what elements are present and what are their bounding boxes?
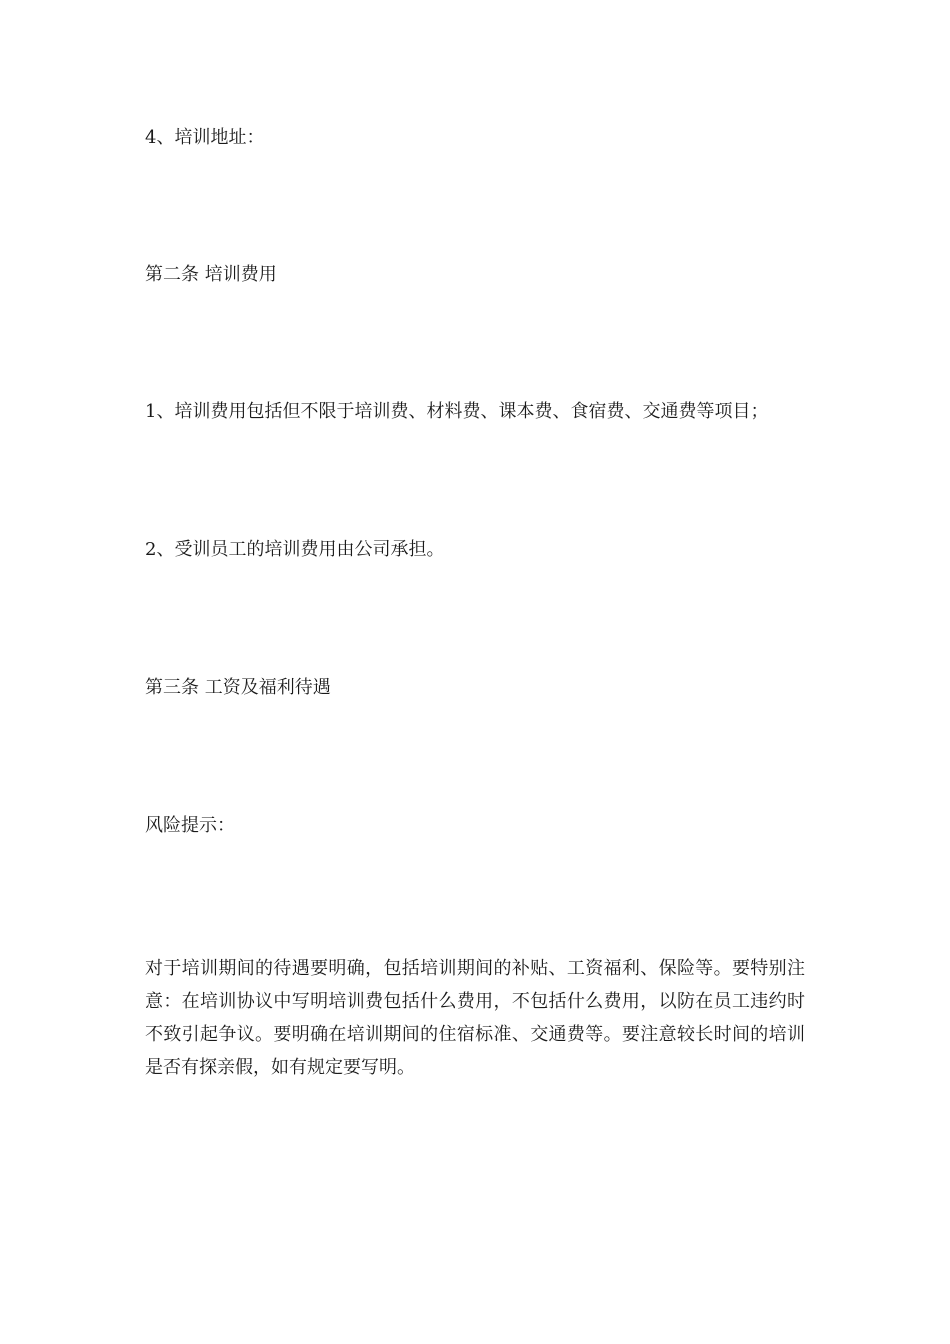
- training-address-item: 4、培训地址：: [145, 127, 265, 148]
- article-two-heading: 第二条 培训费用: [145, 264, 277, 285]
- training-cost-item-2: 2、受训员工的培训费用由公司承担。: [145, 539, 445, 560]
- training-cost-item-1: 1、培训费用包括但不限于培训费、材料费、课本费、食宿费、交通费等项目；: [145, 401, 769, 422]
- risk-notice-body: 对于培训期间的待遇要明确，包括培训期间的补贴、工资福利、保险等。要特别注意：在培训协议中写明培训费包括什么费用，不包括什么费用，以防在员工违约时不致引起争议。要明确在培训期间的住宿标准、交通费等。要注意较长时间的培训是否有探亲假，如有规定要写明。: [145, 958, 805, 1078]
- article-three-heading: 第三条 工资及福利待遇: [145, 677, 331, 698]
- risk-notice-label: 风险提示：: [145, 815, 235, 836]
